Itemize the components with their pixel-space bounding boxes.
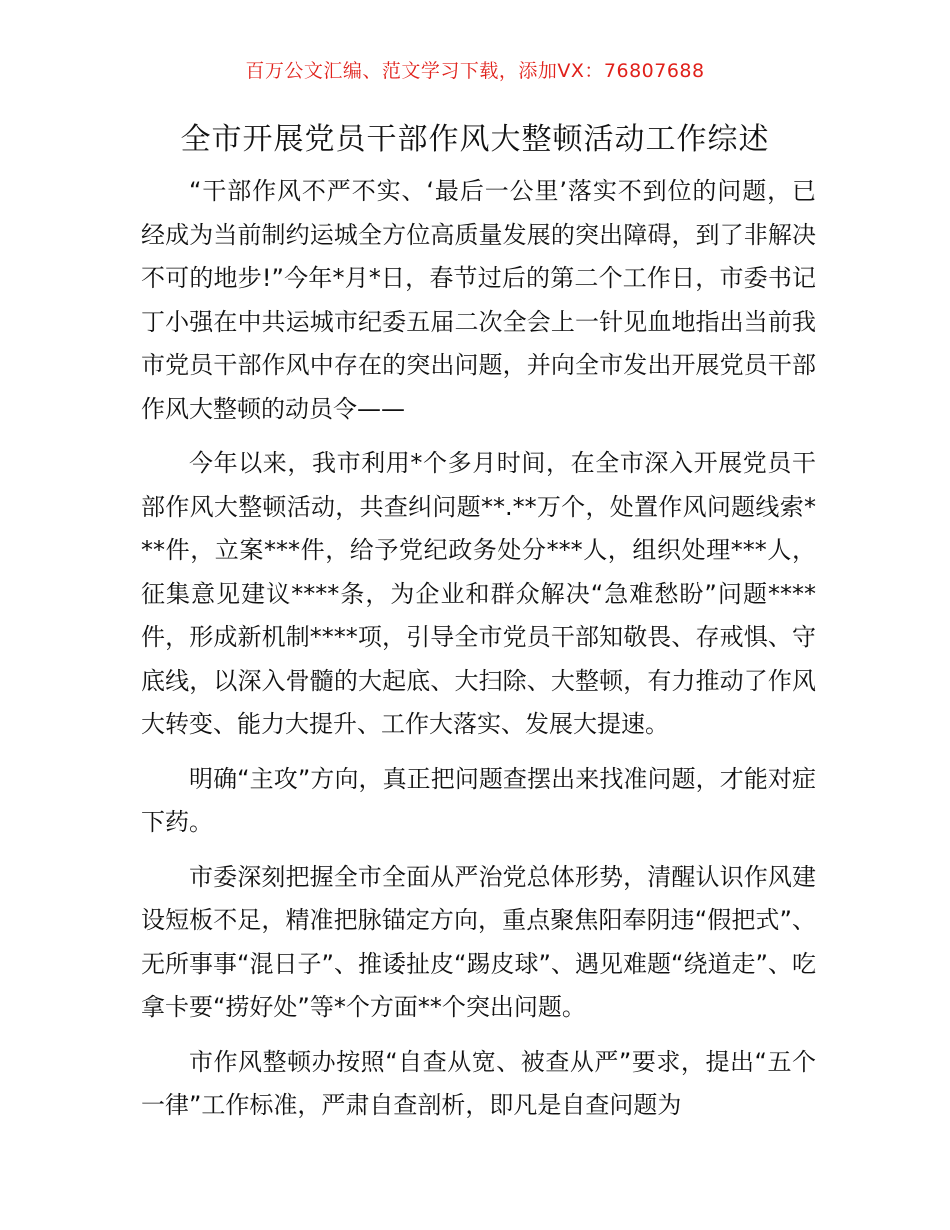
paragraph-1: “干部作风不严不实、‘最后一公里’落实不到位的问题，已经成为当前制约运城全方位高质量发展的突出障碍，到了非解决不可的地步!”今年*月*日，春节过后的第二个工作日，市委书记丁小强在中共运城市纪委五届二次全会上一针见血地指出当前我市党员干部作风中存在的突出问题，并向全市发出开展党员干部作风大整顿的动员令——: [141, 177, 816, 423]
header-note: 百万公文汇编、范文学习下载，添加VX：76807688: [245, 60, 705, 82]
document-title: 全市开展党员干部作风大整顿活动工作综述: [180, 122, 770, 157]
paragraph-4: 市委深刻把握全市全面从严治党总体形势，清醒认识作风建设短板不足，精准把脉锚定方向，重点聚焦阳奉阴违“假把式”、无所事事“混日子”、推诿扯皮“踢皮球”、遇见难题“绕道走”、吃拿卡要“捞好处”等*个方面**个突出问题。: [141, 862, 816, 1021]
document-body: [141, 170, 816, 1139]
paragraph-5: 市作风整顿办按照“自查从宽、被查从严”要求，提出“五个一律”工作标准，严肃自查剖析，即凡是自查问题为: [141, 1047, 816, 1119]
paragraph-2: 今年以来，我市利用*个多月时间，在全市深入开展党员干部作风大整顿活动，共查纠问题**.**万个，处置作风问题线索***件，立案***件，给予党纪政务处分***人，组织处理***人，征集意见建议****条，为企业和群众解决“急难愁盼”问题****件，形成新机制****项，引导全市党员干部知敬畏、存戒惧、守底线，以深入骨髓的大起底、大扫除、大整顿，有力推动了作风大转变、能力大提升、工作大落实、发展大提速。: [141, 449, 816, 738]
paragraph-3: 明确“主攻”方向，真正把问题查摆出来找准问题，才能对症下药。: [141, 764, 816, 836]
